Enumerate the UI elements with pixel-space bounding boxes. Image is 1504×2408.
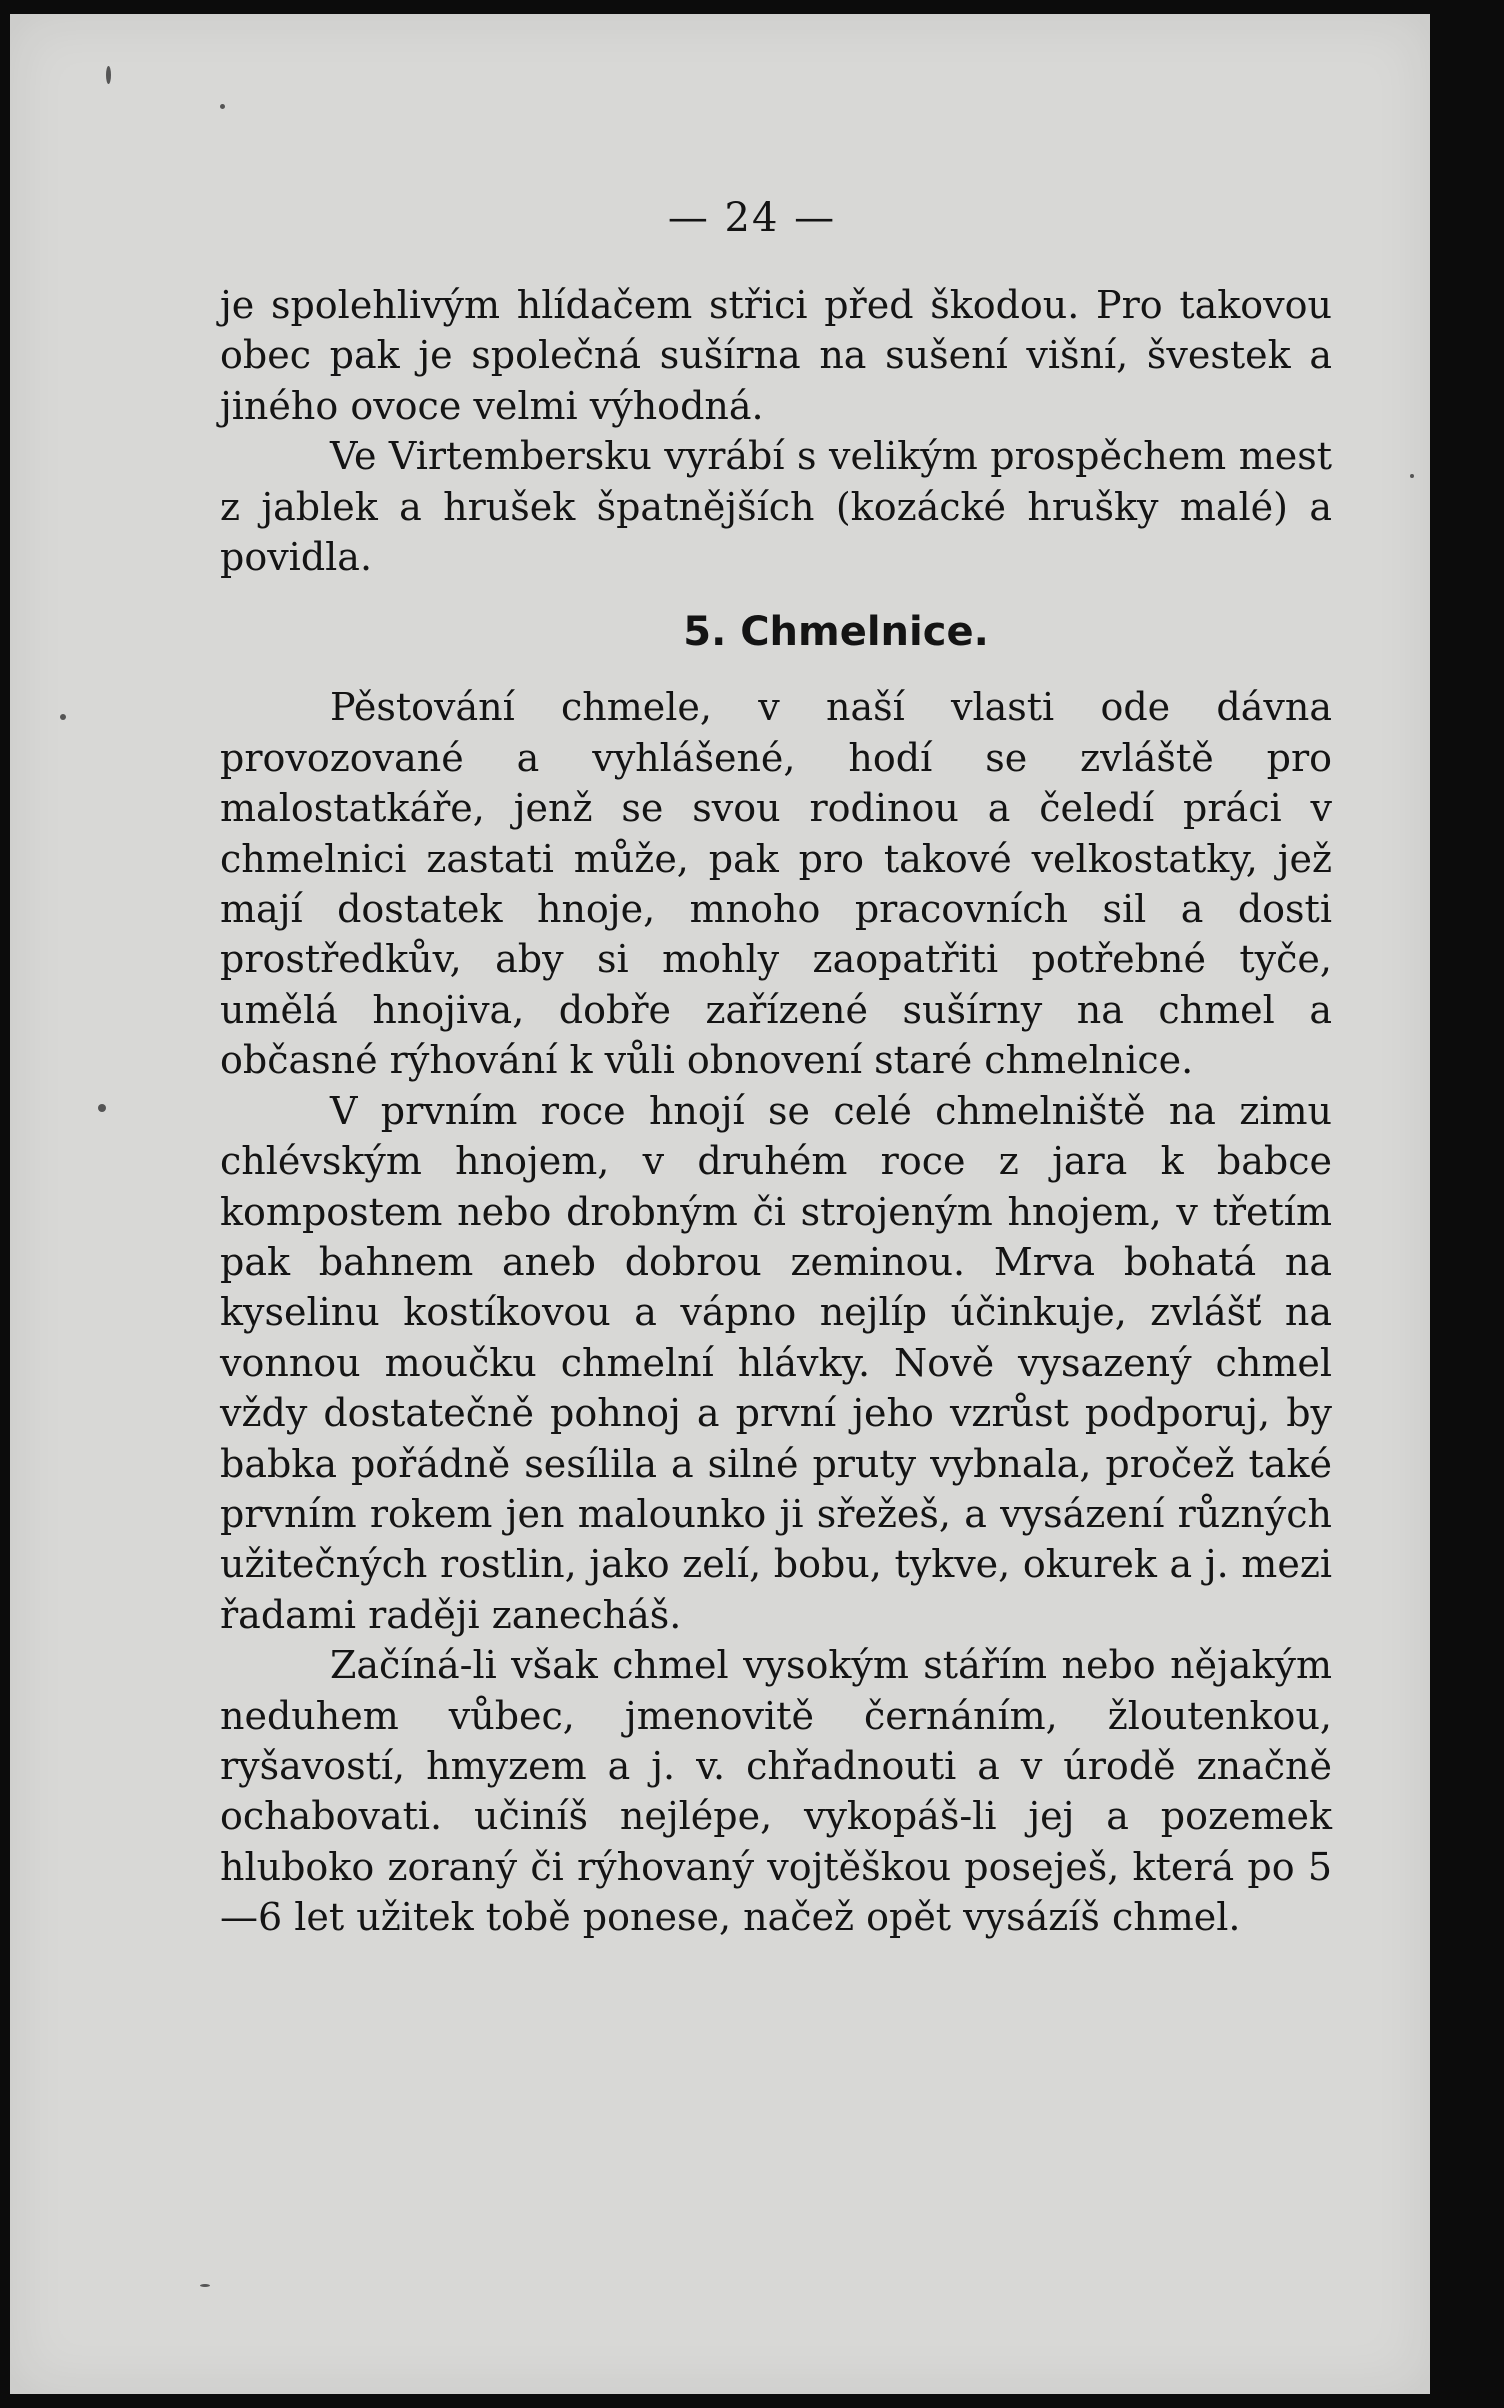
paragraph-hnojeni: V prvním roce hnojí se celé chmelniště na zimu chlévským hnojem, v druhém roce z jara k babce kompostem nebo drobným či strojeným hnojem, v třetím pak bahnem aneb dobrou zeminou. Mrva bohatá na kyselinu kostíkovou a vápno nejlíp účinkuje, zvlášť na vonnou moučku chmelní hlávky. Nově vysazený chmel vždy dostatečně pohnoj a první jeho vzrůst podporuj, by babka pořádně sesílila a silné pruty vybnala, pročež také prvním rokem jen malounko ji sřežeš, a vysázení různých užitečných rostlin, jako zelí, bobu, tykve, okurek a j. mezi řadami raději zanecháš. (220, 1088, 1332, 1637)
ink-speck (98, 1104, 106, 1112)
paragraph-virtembersko: Ve Virtembersku vyrábí s velikým prospěchem mest z jablek a hrušek špatnějších (kozácké hrušky malé) a povidla. (220, 434, 1332, 580)
ink-speck (220, 104, 225, 109)
paragraph-obnova: Začíná-li však chmel vysokým stářím nebo nějakým neduhem vůbec, jmenovitě černáním, žloutenkou, ryšavostí, hmyzem a j. v. chřadnouti a v úrodě značně ochabovati. učiníš nejlépe, vykopáš-li jej a pozemek hluboko zoraný či rýhovaný vojtěškou poseješ, která po 5—6 let užitek tobě ponese, načež opět vysázíš chmel. (220, 1643, 1332, 1940)
paragraph-continuation: je spolehlivým hlídačem střici před škodou. Pro takovou obec pak je společná sušírna na sušení višní, švestek a jiného ovoce velmi výhodná. (220, 283, 1332, 428)
ink-speck (60, 714, 66, 720)
page-number: — 24 — (667, 195, 837, 241)
section-heading: 5. Chmelnice. (683, 609, 989, 656)
ink-speck (200, 2284, 210, 2287)
page-body (220, 280, 1332, 1943)
ink-speck (106, 66, 111, 84)
paragraph-pestovani: Pěstování chmele, v naší vlasti ode dávna provozované a vyhlášené, hodí se zvláště pro malostatkáře, jenž se svou rodinou a čeledí práci v chmelnici zastati může, pak pro takové velkostatky, jež mají dostatek hnoje, mnoho pracovních sil a dosti prostředkův, aby si mohly zaopatřiti potřebné tyče, umělá hnojiva, dobře zařízené sušírny na chmel a občasné rýhování k vůli obnovení staré chmelnice. (220, 685, 1332, 1083)
ink-speck (1410, 474, 1414, 478)
